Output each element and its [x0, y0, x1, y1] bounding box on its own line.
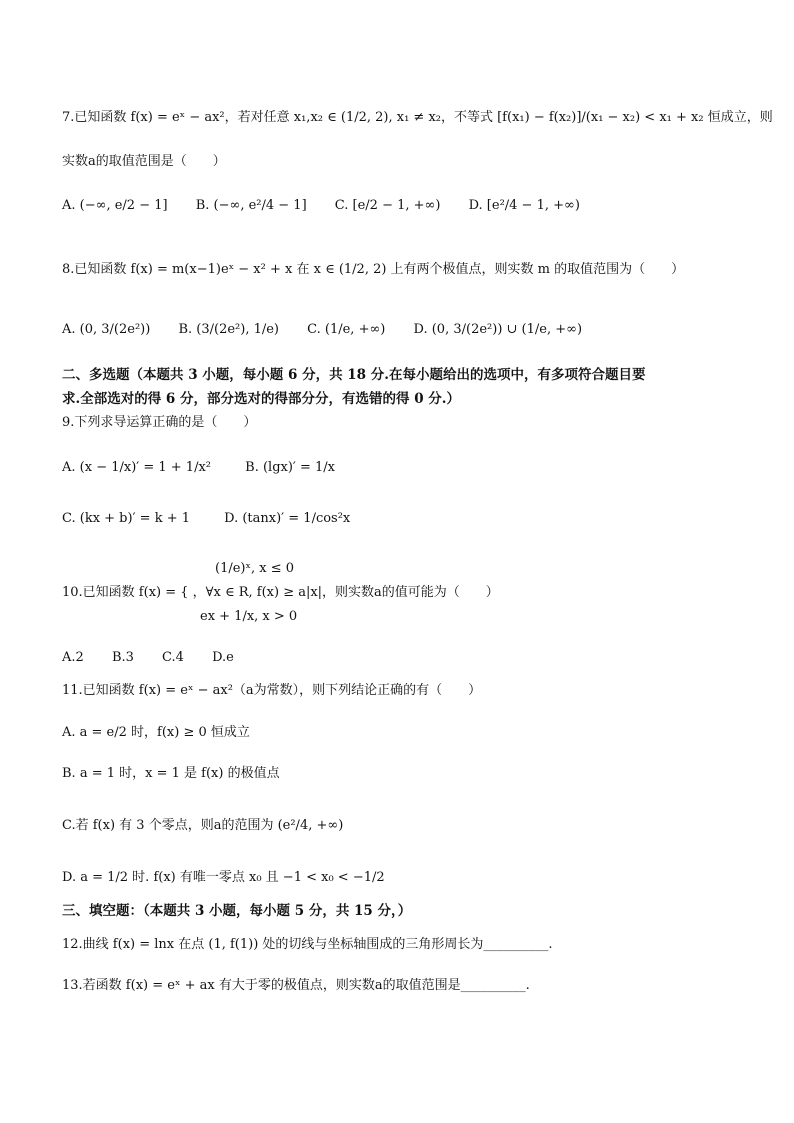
q7-option-a[interactable]: A. (−∞, e/2 − 1]	[62, 198, 168, 213]
q13-stem[interactable]: 13.若函数 f(x) = eˣ + ax 有大于零的极值点，则实数a的取值范围是__________.	[62, 978, 530, 993]
q9-options-row2	[62, 511, 754, 527]
q12-stem[interactable]: 12.曲线 f(x) = lnx 在点 (1, f(1)) 处的切线与坐标轴围成的三角形周长为__________.	[62, 937, 553, 952]
q7-stem-line2: 实数a的取值范围是（ ）	[62, 154, 226, 169]
q10-stem: 10.已知函数 f(x) = { ，∀x ∈ R, f(x) ≥ a|x|，则实数a的值可能为（ ）	[62, 585, 499, 600]
q7-options	[62, 198, 754, 214]
section3-heading: 三、填空题：（本题共 3 小题，每小题 5 分，共 15 分，）	[62, 903, 412, 919]
q8-option-b[interactable]: B. (3/(2e²), 1/e)	[178, 322, 279, 337]
q8-option-d[interactable]: D. (0, 3/(2e²)) ∪ (1/e, +∞)	[413, 322, 583, 337]
section2-heading-line1: 二、多选题（本题共 3 小题，每小题 6 分，共 18 分.在每小题给出的选项中，有多项符合题目要	[62, 367, 646, 383]
q7-option-b[interactable]: B. (−∞, e²/4 − 1]	[195, 198, 307, 213]
q9-option-a[interactable]: A. (x − 1/x)′ = 1 + 1/x²	[62, 460, 211, 475]
q8-option-c[interactable]: C. (1/e, +∞)	[307, 322, 386, 337]
q11-option-a[interactable]: A. a = e/2 时，f(x) ≥ 0 恒成立	[62, 725, 250, 740]
q10-option-c[interactable]: C.4	[162, 650, 184, 665]
q10-piecewise-case1: (1/e)ˣ, x ≤ 0	[215, 561, 295, 576]
q7-option-c[interactable]: C. [e/2 − 1, +∞)	[334, 198, 441, 213]
q8-option-a[interactable]: A. (0, 3/(2e²))	[62, 322, 151, 337]
q10-option-a[interactable]: A.2	[62, 650, 84, 665]
q9-option-c[interactable]: C. (kx + b)′ = k + 1	[62, 511, 190, 526]
q10-option-b[interactable]: B.3	[111, 650, 134, 665]
q8-stem: 8.已知函数 f(x) = m(x−1)eˣ − x² + x 在 x ∈ (1/2, 2) 上有两个极值点，则实数 m 的取值范围为（ ）	[62, 262, 685, 277]
q9-option-b[interactable]: B. (lgx)′ = 1/x	[245, 460, 336, 475]
q10-piecewise-case2: ex + 1/x, x > 0	[200, 609, 298, 624]
q9-stem: 9.下列求导运算正确的是（ ）	[62, 415, 257, 430]
section2-heading-line2: 求.全部选对的得 6 分，部分选对的得部分分，有选错的得 0 分.）	[62, 391, 460, 407]
q10-options	[62, 650, 754, 666]
q11-option-c[interactable]: C.若 f(x) 有 3 个零点，则a的范围为 (e²/4, +∞)	[62, 818, 344, 833]
q7-stem-line1: 7.已知函数 f(x) = eˣ − ax²，若对任意 x₁,x₂ ∈ (1/2, 2), x₁ ≠ x₂，不等式 [f(x₁) − f(x₂)]/(x₁ − x₂) < x₁ + x₂ 恒成立，则	[62, 110, 773, 125]
q8-options	[62, 322, 754, 338]
q10-option-d[interactable]: D.e	[212, 650, 234, 665]
q7-option-d[interactable]: D. [e²/4 − 1, +∞)	[468, 198, 580, 213]
q9-option-d[interactable]: D. (tanx)′ = 1/cos²x	[224, 511, 351, 526]
q11-stem: 11.已知函数 f(x) = eˣ − ax²（a为常数），则下列结论正确的有（ ）	[62, 683, 482, 698]
q11-option-d[interactable]: D. a = 1/2 时. f(x) 有唯一零点 x₀ 且 −1 < x₀ < −1/2	[62, 870, 385, 885]
q11-option-b[interactable]: B. a = 1 时，x = 1 是 f(x) 的极值点	[62, 766, 280, 781]
q9-options-row1	[62, 460, 754, 476]
